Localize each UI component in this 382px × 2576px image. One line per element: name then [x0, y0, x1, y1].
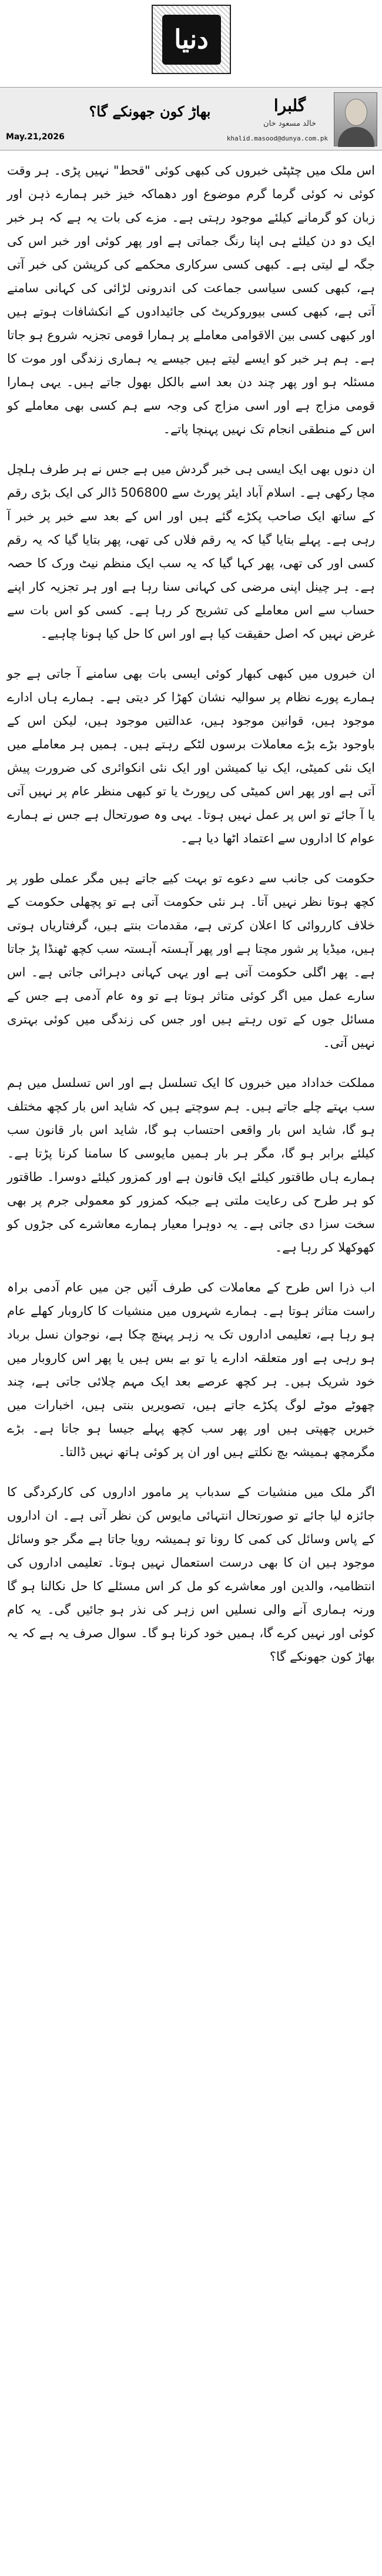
author-name: خالد مسعود خان	[263, 119, 316, 128]
article-paragraph: مملکت خداداد میں خبروں کا ایک تسلسل ہے اور اس تسلسل میں ہم سب بہتے چلے جاتے ہیں۔ ہم سوچتے ہیں کہ شاید اس بار کچھ مختلف ہو گا، شاید اس بار واقعی احتساب ہو گا، شاید اس بار قانون سب کیلئے برابر ہو گا، مگر ہر بار ہمیں مایوسی کا سامنا کرنا پڑتا ہے۔ ہمارے ہاں طاقتور کیلئے ایک قانون ہے اور کمزور کیلئے دوسرا۔ طاقتور کو ہر طرح کی رعایت ملتی ہے جبکہ کمزور کو معمولی جرم پر بھی سخت سزا دی جاتی ہے۔ یہ دوہرا معیار ہمارے معاشرے کی جڑوں کو کھوکھلا کر رہا ہے۔	[7, 1076, 375, 1254]
author-photo-head	[345, 99, 367, 126]
logo-text: دنیا	[162, 15, 221, 65]
article-paragraph: حکومت کی جانب سے دعوے تو بہت کیے جاتے ہیں مگر عملی طور پر کچھ ہوتا نظر نہیں آتا۔ ہر نئی حکومت آتی ہے تو پچھلی حکومت کے خلاف کارروائی کا اعلان کرتی ہے، مقدمات بنتے ہیں، گرفتاریاں ہوتی ہیں، میڈیا پر شور مچتا ہے اور پھر آہستہ آہستہ سب کچھ ٹھنڈا پڑ جاتا ہے۔ پھر اگلی حکومت آتی ہے اور یہی کہانی دہرائی جاتی ہے۔ اس سارے عمل میں اگر کوئی متاثر ہوتا ہے تو وہ عام آدمی ہے جس کے مسائل جوں کے توں رہتے ہیں اور جس کی زندگی میں کوئی بہتری نہیں آتی۔	[7, 871, 375, 1050]
author-email[interactable]: khalid.masood@dunya.com.pk	[226, 135, 328, 142]
masthead	[0, 0, 382, 82]
author-photo-body	[338, 127, 374, 147]
newspaper-logo	[152, 5, 231, 74]
article-body	[7, 159, 375, 1685]
column-name: گلبرا	[273, 96, 306, 115]
article-headline: بھاڑ کون جھونکے گا؟	[89, 103, 211, 120]
article-paragraph: اس ملک میں چٹپٹی خبروں کی کبھی کوئی "قحط" نہیں پڑی۔ ہر وقت کوئی نہ کوئی گرما گرم موضوع اور دھماکہ خیز خبر ہمارے ذہن اور زبان کو گرمانے کیلئے موجود رہتی ہے۔ مزے کی بات یہ ہے کہ ہر خبر ایک دو دن کیلئے ہی اپنا رنگ جماتی ہے اور پھر کوئی اور خبر اس کی جگہ لے لیتی ہے۔ کبھی کسی سرکاری محکمے کی کرپشن کی خبر آتی ہے، کبھی کسی سیاسی جماعت کی اندرونی لڑائی کی کہانی سامنے آتی ہے، کبھی کسی بیوروکریٹ کی جائیدادوں کے انکشافات ہوتے ہیں اور کبھی کسی بین الاقوامی معاملے پر ہمارا قومی تجزیہ شروع ہو جاتا ہے۔ ہم ہر خبر کو ایسے لیتے ہیں جیسے یہ ہماری زندگی اور موت کا مسئلہ ہو اور پھر چند دن بعد اسے بالکل بھول جاتے ہیں۔ یہی ہمارا قومی مزاج ہے اور اسی مزاج کی وجہ سے ہم کسی بھی معاملے کو اس کے منطقی انجام تک نہیں پہنچا پاتے۔	[7, 163, 375, 436]
article-paragraph: اب ذرا اس طرح کے معاملات کی طرف آئیں جن میں عام آدمی براہ راست متاثر ہوتا ہے۔ ہمارے شہروں میں منشیات کا کاروبار کھلے عام ہو رہا ہے، تعلیمی اداروں تک یہ زہر پہنچ چکا ہے، نوجوان نسل برباد ہو رہی ہے اور متعلقہ ادارے یا تو بے بس ہیں یا پھر اس کاروبار میں خود شریک ہیں۔ ہر کچھ عرصے بعد ایک مہم چلائی جاتی ہے، چند چھوٹے موٹے لوگ پکڑے جاتے ہیں، تصویریں بنتی ہیں، اخبارات میں خبریں چھپتی ہیں اور پھر سب کچھ پہلے جیسا ہو جاتا ہے۔ بڑے مگرمچھ ہمیشہ بچ نکلتے ہیں اور ان پر کوئی ہاتھ نہیں ڈالتا۔	[7, 1280, 375, 1459]
author-photo	[334, 92, 377, 146]
publish-date: May.21,2026	[6, 132, 65, 142]
article-paragraph: اگر ملک میں منشیات کے سدباب پر مامور اداروں کی کارکردگی کا جائزہ لیا جائے تو صورتحال انتہائی مایوس کن نظر آتی ہے۔ ان اداروں کے پاس وسائل کی کمی کا رونا تو ہمیشہ رویا جاتا ہے مگر جو وسائل موجود ہیں ان کا بھی درست استعمال نہیں ہوتا۔ تعلیمی اداروں کی انتظامیہ، والدین اور معاشرے کو مل کر اس مسئلے کا حل نکالنا ہو گا ورنہ ہماری آنے والی نسلیں اس زہر کی نذر ہو جائیں گی۔ یہ کام کوئی اور نہیں کرے گا، ہمیں خود کرنا ہو گا۔ سوال صرف یہ ہے کہ یہ بھاڑ کون جھونکے گا؟	[7, 1485, 375, 1664]
column-banner	[0, 87, 382, 150]
article-paragraph: ان خبروں میں کبھی کبھار کوئی ایسی بات بھی سامنے آ جاتی ہے جو ہمارے پورے نظام پر سوالیہ نشان کھڑا کر دیتی ہے۔ ہمارے ہاں ادارے موجود ہیں، قوانین موجود ہیں، عدالتیں موجود ہیں، لیکن اس کے باوجود بڑے بڑے معاملات برسوں لٹکے رہتے ہیں۔ ہمیں ہر معاملے میں ایک نئی کمیٹی، ایک نیا کمیشن اور ایک نئی انکوائری کی ضرورت پیش آتی ہے اور پھر اس کمیٹی کی رپورٹ یا تو کبھی منظر عام پر نہیں آتی یا آ جائے تو اس پر عمل نہیں ہوتا۔ یہی وہ صورتحال ہے جس نے ہمارے عوام کا اداروں سے اعتماد اٹھا دیا ہے۔	[7, 667, 375, 845]
article-paragraph: ان دنوں بھی ایک ایسی ہی خبر گردش میں ہے جس نے ہر طرف ہلچل مچا رکھی ہے۔ اسلام آباد ایئر پورٹ سے 506800 ڈالر کی ایک بڑی رقم کے ساتھ ایک صاحب پکڑے گئے ہیں اور اس کے بعد سے خبر پر خبر آ رہی ہے۔ پہلے بتایا گیا کہ یہ رقم فلاں کی تھی، پھر بتایا گیا کہ یہ رقم کسی اور کی تھی، پھر کہا گیا کہ یہ سب ایک منظم نیٹ ورک کا حصہ ہے۔ ہر چینل اپنی مرضی کی کہانی سنا رہا ہے اور ہر تجزیہ کار اپنے حساب سے اس معاملے کی تشریح کر رہا ہے۔ کسی کو اس بات سے غرض نہیں کہ اصل حقیقت کیا ہے اور اس کا حل کیا ہونا چاہیے۔	[7, 462, 375, 641]
